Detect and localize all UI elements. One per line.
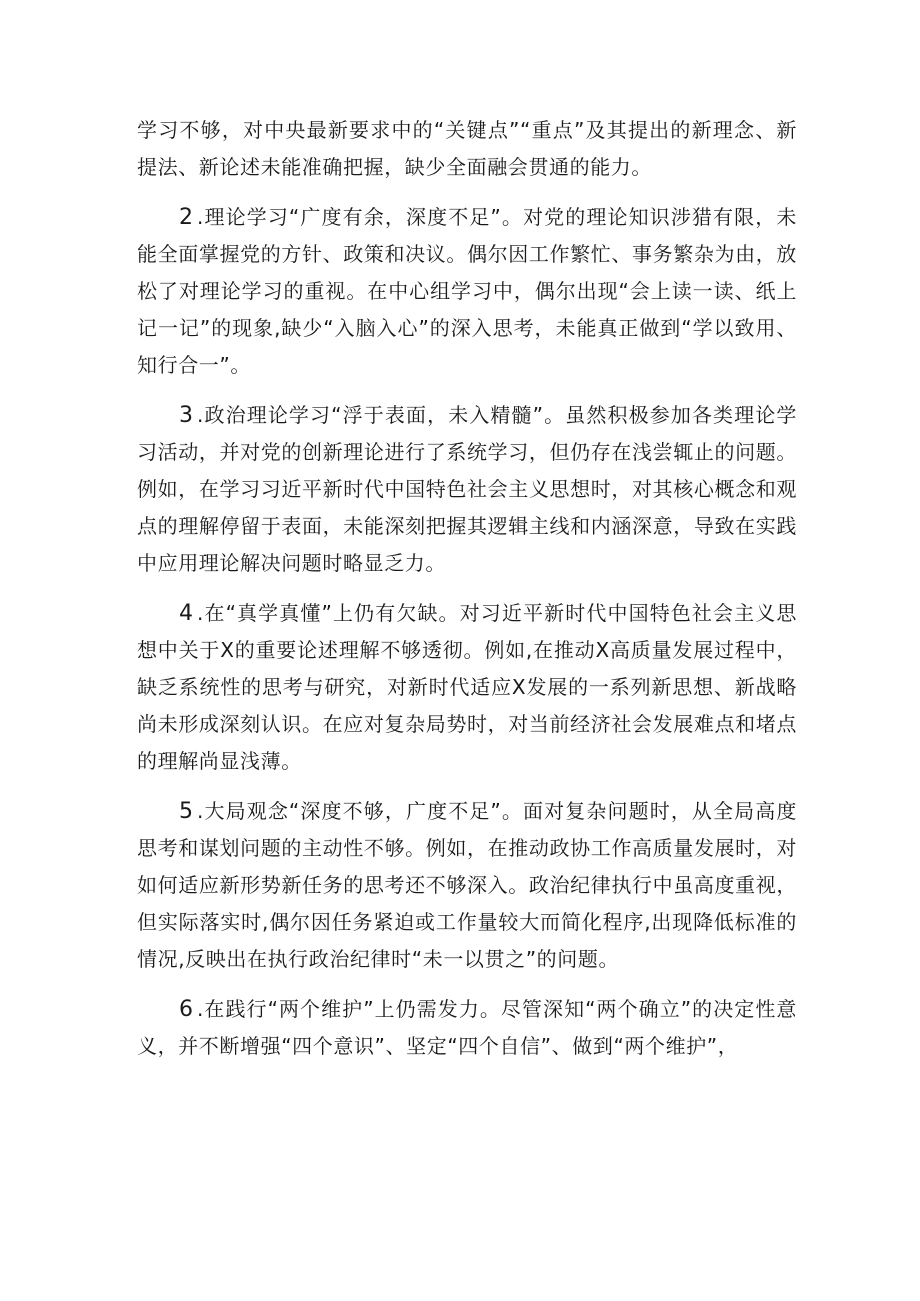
- item-number: 3: [179, 403, 197, 428]
- item-text: .大局观念“深度不够，广度不足”。面对复杂问题时，从全局高度思考和谋划问题的主动性不够。例如，在推动政协工作高质量发展时，对如何适应新形势新任务的思考还不够深入。政治纪律执行中虽高度重视，但实际落实时,偶尔因任务紧迫或工作量较大而简化程序,出现降低标准的情况,反映出在执行政治纪律时“未一以贯之”的问题。: [137, 799, 797, 971]
- item-text: .理论学习“广度有余，深度不足”。对党的理论知识涉猎有限，未能全面掌握党的方针、政策和决议。偶尔因工作繁忙、事务繁杂为由，放松了对理论学习的重视。在中心组学习中，偶尔出现“会上读一读、纸上记一记”的现象,缺少“入脑入心”的深入思考，未能真正做到“学以致用、知行合一”。: [137, 205, 797, 377]
- document-body: [137, 112, 797, 1065]
- item-number: 2: [179, 205, 197, 230]
- list-item-5: [137, 793, 797, 978]
- continuation-paragraph: 学习不够，对中央最新要求中的“关键点”“重点”及其提出的新理念、新提法、新论述未能准确把握，缺少全面融会贯通的能力。: [137, 118, 797, 179]
- item-text: .在践行“两个维护”上仍需发力。尽管深知“两个确立”的决定性意义，并不断增强“四个意识”、坚定“四个自信”、做到“两个维护”，: [137, 997, 797, 1058]
- list-item-4: [137, 595, 797, 780]
- item-number: 5: [179, 799, 197, 824]
- item-text: .在“真学真懂”上仍有欠缺。对习近平新时代中国特色社会主义思想中关于X的重要论述理解不够透彻。例如,在推动X高质量发展过程中，缺乏系统性的思考与研究，对新时代适应X发展的一系列新思想、新战略尚未形成深刻认识。在应对复杂局势时，对当前经济社会发展难点和堵点的理解尚显浅薄。: [137, 601, 797, 773]
- list-item-2: [137, 199, 797, 384]
- list-item-6: [137, 991, 797, 1065]
- list-item-3: [137, 397, 797, 582]
- item-text: .政治理论学习“浮于表面，未入精髓”。虽然积极参加各类理论学习活动，并对党的创新理论进行了系统学习，但仍存在浅尝辄止的问题。例如，在学习习近平新时代中国特色社会主义思想时，对其核心概念和观点的理解停留于表面，未能深刻把握其逻辑主线和内涵深意，导致在实践中应用理论解决问题时略显乏力。: [137, 403, 797, 575]
- item-number: 6: [179, 997, 197, 1022]
- item-number: 4: [179, 601, 197, 626]
